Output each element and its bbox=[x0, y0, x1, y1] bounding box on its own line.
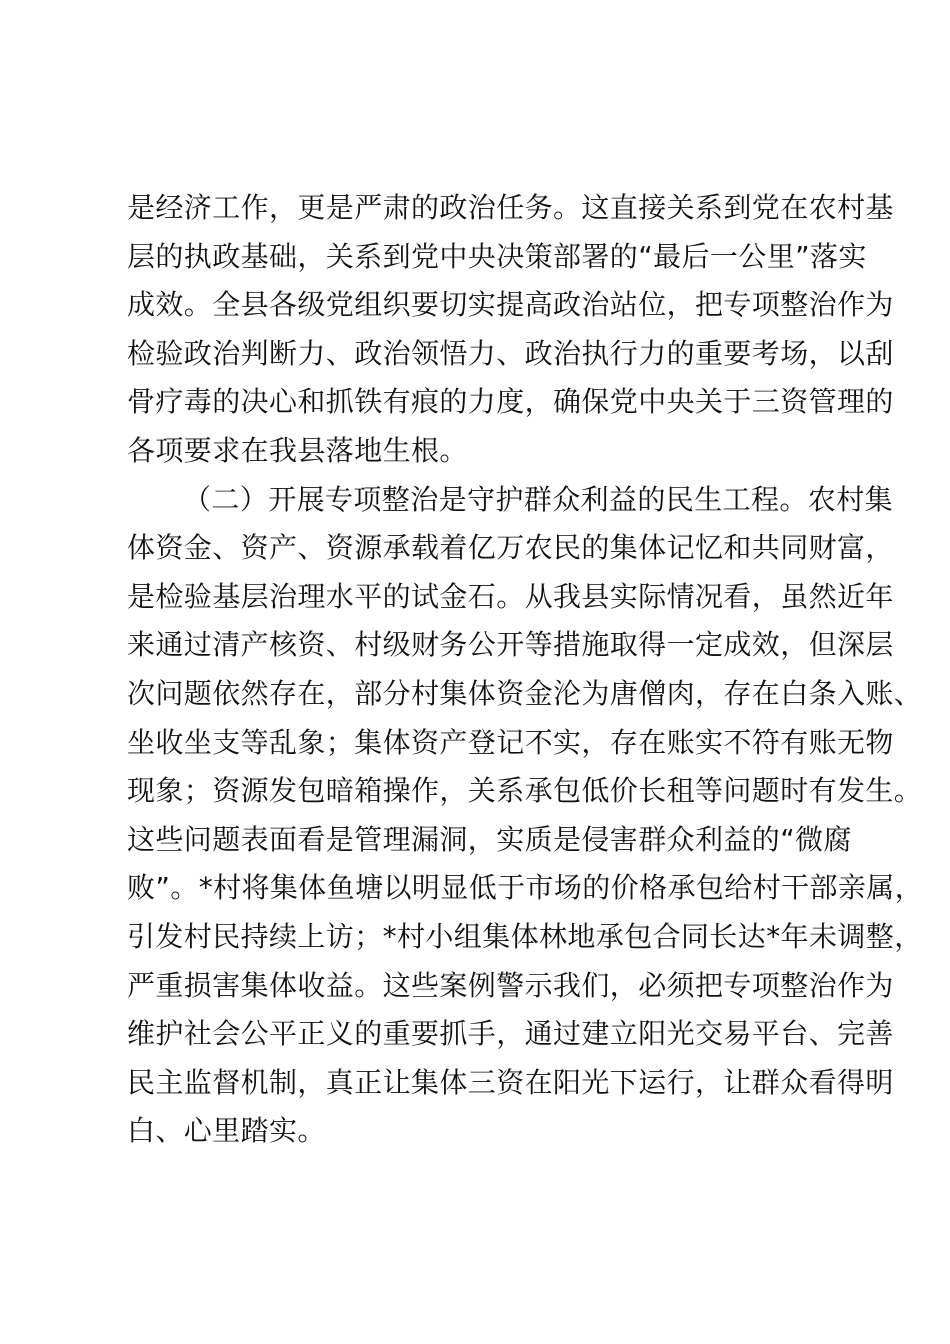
text-line: 引发村民持续上访；*村小组集体林地承包合同长达*年未调整， bbox=[127, 919, 923, 953]
text-line: 次问题依然存在，部分村集体资金沦为唐僧肉，存在白条入账、 bbox=[127, 676, 923, 710]
paragraph-2 bbox=[127, 476, 924, 1156]
text-line-indented: （二）开展专项整治是守护群众利益的民生工程。农村集 bbox=[183, 482, 894, 516]
text-line: 白、心里踏实。 bbox=[127, 1114, 326, 1148]
text-line: 严重损害集体收益。这些案例警示我们，必须把专项整治作为 bbox=[127, 968, 894, 1002]
text-line: 体资金、资产、资源承载着亿万农民的集体记忆和共同财富， bbox=[127, 531, 894, 565]
paragraph-1 bbox=[127, 184, 894, 476]
document-body bbox=[127, 184, 924, 1156]
text-line: 现象；资源发包暗箱操作，关系承包低价长租等问题时有发生。 bbox=[127, 774, 923, 808]
text-line: 骨疗毒的决心和抓铁有痕的力度，确保党中央关于三资管理的 bbox=[127, 385, 894, 419]
text-line: 层的执政基础，关系到党中央决策部署的“最后一公里”落实 bbox=[127, 239, 867, 273]
text-line: 检验政治判断力、政治领悟力、政治执行力的重要考场，以刮 bbox=[127, 336, 894, 370]
text-line: 这些问题表面看是管理漏洞，实质是侵害群众利益的“微腐 bbox=[127, 822, 852, 856]
text-line: 维护社会公平正义的重要抓手，通过建立阳光交易平台、完善 bbox=[127, 1017, 894, 1051]
text-line: 坐收坐支等乱象；集体资产登记不实，存在账实不符有账无物 bbox=[127, 725, 894, 759]
text-line: 各项要求在我县落地生根。 bbox=[127, 433, 468, 467]
text-line: 来通过清产核资、村级财务公开等措施取得一定成效，但深层 bbox=[127, 628, 894, 662]
text-line: 是检验基层治理水平的试金石。从我县实际情况看，虽然近年 bbox=[127, 579, 894, 613]
text-line: 败”。*村将集体鱼塘以明显低于市场的价格承包给村干部亲属， bbox=[127, 871, 924, 905]
text-line: 民主监督机制，真正让集体三资在阳光下运行，让群众看得明 bbox=[127, 1065, 894, 1099]
text-line: 是经济工作，更是严肃的政治任务。这直接关系到党在农村基 bbox=[127, 191, 894, 224]
text-line: 成效。全县各级党组织要切实提高政治站位，把专项整治作为 bbox=[127, 288, 894, 322]
